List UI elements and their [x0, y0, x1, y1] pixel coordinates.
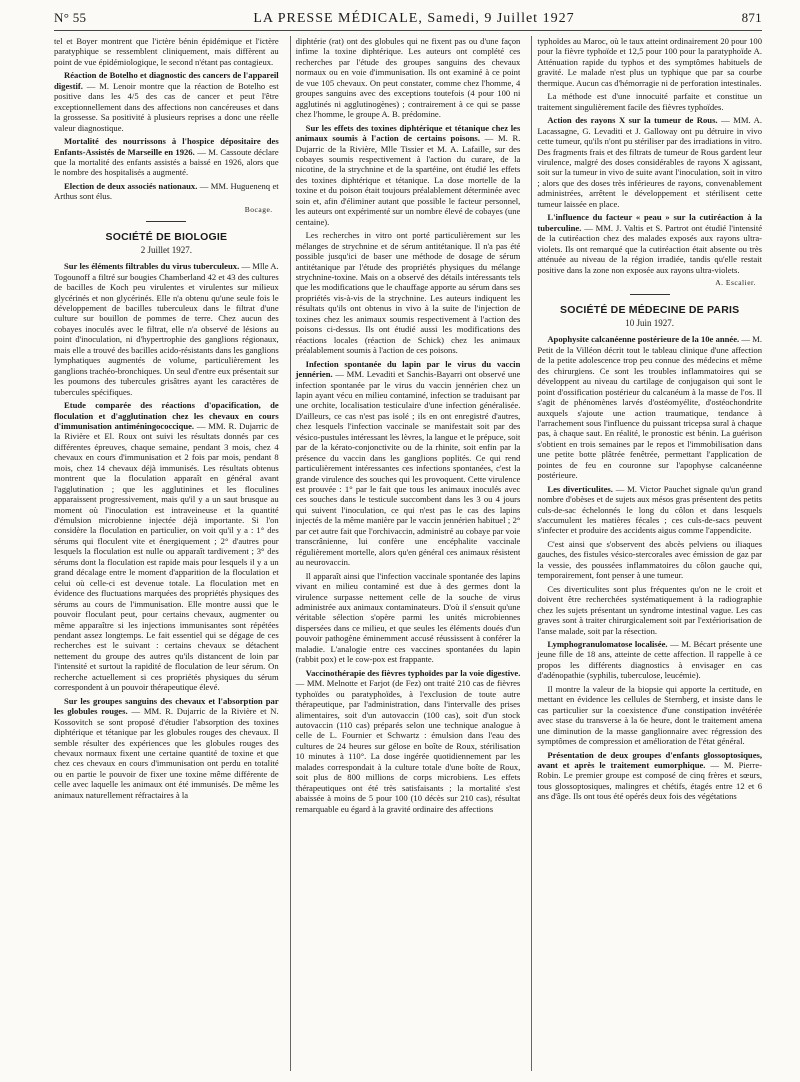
signature: A. Escalier. — [715, 277, 757, 287]
paragraph-body: — M. Victor Pauchet signale qu'un grand nombre d'obèses et de sujets aux mésos gras présentent des petits culs-de-sac échelonnés le long du côlon et dans lesquels s'accumulent les matières fécales ; ces culs-de-sacs peuvent s'infecter et produire des accidents aigus comme l'appendicite. — [537, 483, 763, 536]
paragraph-heading: Apophysite calcanéenne postérieure de la 10e année. — [547, 334, 740, 345]
paragraph-heading: Etude comparée des réactions d'opacification, de floculation et d'agglutination chez les chevaux en cours d'immunisation antiméningococcique. — [54, 400, 279, 431]
paragraph: Les recherches in vitro ont porté particulièrement sur les mélanges de strychnine et de sérum antitétanique. Il n'a pas été possible jusqu'ici de baser une méthode de dosage de sérum antitétanique par l'étude des propriétés physiques du mélange strychnine-toxine. Mais on a observé des détails intéressants tels que les modifications que le chauffage apporte au sérum dans ses propriétés vis-à-vis de la strychnine. Les auteurs indiquent les résultats qu'ils ont obtenus in vivo à la suite de l'injection de toxines chez les animaux soumis respectivement à l'action des poisons ci-dessus. Ils ont étudié aussi les modifications des réactions locales (réaction de Schick) chez les animaux préalablement soumis à l'action de ces poisons. — [295, 230, 521, 356]
divider — [146, 221, 186, 222]
paragraph — [296, 668, 521, 814]
paragraph-body: — M. Petit de la Villéon décrit tout le tableau clinique d'une affection de la petite adolescence trop peu connue des médecins et même des chirurgiens. Ce sont les troubles inflammatoires qui se développent au niveau du cartilage de conjugaison qui sont le point d'ossification postérieur du calcanéum à la masse de l'os. Il s'agit de phénomènes larvés d'ostéomyélite, d'ostéochondrite auxquels s'ajoute une action traumatique, tendance à l'arrachement sous l'influence du puissant tricepsa sural à chaque pas, à chaque saut. En réalité, le pronostic est bénin. La guérison s'obtient en trois semaines par le repos et l'immobilisation dans une petite botte plâtrée fenêtrée, permettant l'application de pointes de feu en couronne sur l'apophyse calcanéenne postérieure. — [537, 334, 763, 481]
paragraph-heading: Sur les éléments filtrables du virus tuberculeux. — [64, 261, 240, 272]
columns — [54, 36, 762, 1071]
paragraph — [54, 696, 279, 801]
paragraph-heading: Infection spontanée du lapin par le virus du vaccin jennérien. — [295, 358, 521, 380]
paragraph-body: — MM. Huguenenq et Arthus sont élus. — [54, 180, 279, 202]
page-header — [54, 10, 762, 31]
paragraph-body: — Mlle A. Togounoff a filtré sur bougies Chamberland 42 et 43 des cultures de bacilles de Koch peu virulentes et virulentes sur milieux glycérinés et non glycérinés. Elle n'a obtenu qu'une seule fois le développement de bacilles tuberculeux dans le filtrat d'une culture sur bouillon de pommes de terre. Chez aucun des cobayes inoculés avec le filtrat, elle n'a observé de lésions au point d'inoculation, ni d'hypertrophie des ganglions régionaux, mais elle a trouvé des bacilles acido-résistants dans les ganglions lymphatiques augmentés de volume, particulièrement les ganglions trachéo-bronchiques. Un seul d'entre eux présentait sur les poumons des tubercules grisâtres ayant les caractères de tubercules spécifiques. — [54, 261, 279, 397]
paragraph — [296, 123, 521, 228]
paragraph-body: — MM. Melnotte et Farjot (de Fez) ont traité 210 cas de fièvres typhoïdes ou paratyphoïdes, à l'exclusion de toute autre thérapeutique, par l'administration, dans l'intervalle des prises alimentaires, soit d'un autovaccin (100 cas), soit d'un stock autovaccin (110 cas) préparés selon une technique analogue à celle de L. Fournier et Schwartz : émulsion dans l'eau des cultures de 24 heures sur gélose en boîte de Roux, stérilisation 10 minutes à 110°. La dose ingérée quotidiennement par les malades correspondait à la culture totale d'une boîte de Roux, soit plus de 800 millions de corps microbiens. Les effets thérapeutiques ont été très satisfaisants ; la mortalité s'est abaissée à moins de 5 pour 100 (10 décès sur 210 cas), résultat remarquable eu égard à la gravité ordinaire des affections — [295, 678, 521, 814]
paragraph-heading: Réaction de Botelho et diagnostic des cancers de l'appareil digestif. — [54, 70, 279, 91]
paragraph — [54, 400, 279, 693]
paragraph-body: — MM. R. Dujarric de la Rivière et El. Roux ont suivi les résultats donnés par ces différentes épreuves, chaque semaine, pendant 3 mois, chez 4 chevaux en cours d'immunisation et 2 fois par mois, pendant 8 mois, chez 14 chevaux déjà immunisés. Les résultats obtenus montrent que la floculation apparaît en général avant l'agglutination ; que les agglutinines et les floculines apparaissent progressivement, mais qu'il y a un saut brusque au moment où l'inoculation est intraveineuse et la quantité d'émulsion microbienne injectée déjà importante. Si l'on considère la floculation en particulier, on voit qu'il y a : 1° des sérums qui floculent vite et énergiquement ; 2° d'autres pour lesquels la floculation est nulle ou apparaît tardivement ; 3° des sérums dont la floculation est rapide mais pour lesquels il y a un grand décalage entre le moment d'apparition de la floculation et celui où celle-ci est devenue totale. La floculation met en évidence des fluctuations marquées des propriétés physiques des sérums au cours de l'immunisation. Elle montre aussi que le pouvoir floculant peut, pour certains chevaux, augmenter ou même apparaître si les injections immunisantes sont répétées pendant assez longtemps. Le fait essentiel qui se dégage de ces recherches est le suivant : certains chevaux se détachent nettement du groupe des autres qu'ils distancent de loin par l'intensité et surtout la rapidité de floculation de leur sérum. On recherche actuellement si ces propriétés physiques du sérum correspondent à un pouvoir thérapeutique élevé. — [54, 420, 279, 693]
divider — [630, 294, 670, 295]
paragraph-body: — M. Cassoute déclare que la mortalité des enfants assistés a baissé en 1926, alors que le nombre des hospitalisés a augmenté. — [54, 146, 279, 178]
section-heading: SOCIÉTÉ DE BIOLOGIE — [105, 231, 228, 244]
paragraph-heading: Election de deux associés nationaux. — [64, 180, 198, 191]
section-date: 10 Juin 1927. — [625, 317, 675, 328]
paragraph-body: — M. R. Dujarric de la Rivière, Mlle Tissier et M. A. Lafaille, sur des cobayes soumis respectivement à l'action du curare, de la nicotine, de la strychnine et de la spartéine, ont étudié les effets des toxines diphtérique et tétanique. La dose mortelle de la toxine et du poison était toujours préalablement déterminée avec soin et, afin d'éliminer autant que possible le facteur personnel, les auteurs ont expérimenté sur un nombre élevé de cobayes (une centaine). — [295, 133, 521, 227]
paragraph-heading: Présentation de deux groupes d'enfants glossoptosiques, avant et après le traitement eumorphique. — [537, 749, 763, 770]
paragraph: C'est ainsi que s'observent des abcès pelviens ou iliaques gauches, des fistules vésico-stercorales avec émission de gaz par la vessie, des poussées inflammatoires du côlon gauche qui, temporairement, font penser à une tumeur. — [537, 538, 763, 581]
paragraph-body: — MM. A. Lacassagne, G. Levaditi et J. Galloway ont pu détruire in vivo cette tumeur, qu'ils n'ont pu stériliser par des irradiations in vitro. Des fragments frais et des filtrats de tumeur de Rous gardent leur virulence, malgré des doses considérables de rayons X agissant, soit sur la tumeur in vivo de suite avant l'inoculation, soit in vitro ; alors que des doses très inférieures de rayons, convenablement administrées, arrêtent le développement et stérilisent cette tumeur laissée en place. — [537, 115, 763, 209]
paragraph-heading: Vaccinothérapie des fièvres typhoïdes par la voie digestive. — [305, 667, 521, 678]
issue-number: N° 55 — [54, 10, 87, 25]
paragraph — [537, 639, 762, 681]
paragraph — [54, 70, 279, 133]
section-heading: SOCIÉTÉ DE MÉDECINE DE PARIS — [560, 304, 740, 317]
paragraph-heading: Sur les effets des toxines diphtérique et tétanique chez les animaux soumis à l'action de certains poisons. — [295, 122, 521, 144]
paragraph — [537, 115, 762, 209]
journal-title: LA PRESSE MÉDICALE, Samedi, 9 Juillet 1927 — [253, 11, 575, 26]
paragraph — [537, 750, 762, 802]
paragraph — [537, 212, 762, 275]
paragraph — [54, 261, 279, 397]
page-number: 871 — [741, 10, 762, 25]
paragraph-body: — M. Bécart présente une jeune fille de 18 ans, atteinte de cette affection. Il rappelle à ce propos les différents diagnostics à envisager en cas d'adénopathie (syphilis, tuberculose, leucémie). — [537, 639, 763, 681]
column-2 — [290, 36, 521, 1071]
paragraph-heading: Les diverticulites. — [547, 483, 613, 494]
paragraph: Il montre la valeur de la biopsie qui apporte la certitude, en mettant en évidence les cellules de Sternberg, et insiste dans le cas particulier sur la coexistence d'une constipation invétérée avec stase du transverse à la 6e heure, dont le traitement amena une diminution de la masse ganglionnaire avec régression des symptômes de compression et amélioration de l'état général. — [537, 683, 763, 747]
column-3 — [531, 36, 762, 1071]
paragraph — [537, 484, 762, 536]
paragraph: tel et Boyer montrent que l'ictère bénin épidémique et l'ictère paratyphique se ressemblent cliniquement, mais diffèrent au point de vue épidémiologique, le second n'étant pas contagieux. — [54, 36, 279, 67]
signature: Bocage. — [244, 204, 273, 214]
paragraph-body: — MM. Levaditi et Sanchis-Bayarri ont observé une infection spontanée par le virus du vaccin jennérien chez un lapin ayant vécu en milieu contaminé, infection se traduisant par une orchite, localisation testiculaire d'une infection généralisée. D'ailleurs, ce cas n'est pas isolé ; ils en ont enregistré d'autres, chez lesquels l'infection vaccinale se manifestait soit par des vésico-pustules intéressant les lèvres, la langue et le prépuce, soit par de la kérato-conjonctivite ou de la rhinite, soit enfin par la présence du vaccin dans les ganglions poplités. Ce qui rend particulièrement intéressantes ces infections spontanées, c'est la grande virulence des souches qui les provoquent. Cette virulence est prouvée : 1° par le fait que tous les animaux inoculés avec ces souches dans le testicule succombent dans les 3 ou 4 jours qui suivent l'inoculation, ce qui n'est pas le cas des lapins injectés de la même manière par le vaccin jennérien habituel ; 2° par cet autre fait que l'orchivaccin, administré au cobaye par voie transcrânienne, lui confère une encéphalite vaccinale régulièrement mortelle, alors qu'en général ces animaux résistent au neurovaccin. — [295, 369, 521, 568]
paragraph — [296, 359, 521, 568]
paragraph: La méthode est d'une innocuité parfaite et constitue un traitement singulièrement facile des fièvres typhoïdes. — [537, 91, 763, 112]
paragraph: Ces diverticulites sont plus fréquentes qu'on ne le croit et doivent être recherchées systématiquement à la radiographie chez les sujets présentant un syndrome intestinal vague. Les cas graves sont à traiter chirurgicalement soit par l'extériorisation de l'anse malade, soit par la résection. — [537, 583, 763, 636]
paragraph — [54, 181, 279, 202]
paragraph-body: — MM. J. Valtis et S. Partrot ont étudié l'intensité de la cutiréaction chez des malades exposés aux rayons ultra-violets. Ils ont remarqué que la cutiréaction était absente ou très atténuée au niveau de la région irradiée, tandis qu'elle restait positive dans la zone non exposée aux rayons ultra-violets. — [537, 222, 763, 275]
paragraph — [537, 334, 762, 480]
paragraph — [54, 136, 279, 178]
column-1 — [54, 36, 279, 1071]
paragraph-heading: Sur les groupes sanguins des chevaux et l'absorption par les globules rouges. — [54, 695, 279, 717]
paragraph-heading: Action des rayons X sur la tumeur de Rous. — [547, 115, 718, 126]
section-date: 2 Juillet 1927. — [140, 244, 192, 255]
paragraph: diphtérie (rat) ont des globules qui ne fixent pas ou d'une façon infime la toxine diphtérique. Les auteurs ont complété ces recherches par l'étude des groupes sanguins des chevaux normaux ou en voie d'immunisation. Ils ont examiné à ce point de vue 105 chevaux. On peut constater, comme chez l'homme, 4 groupes sanguins avec des exceptions toutefois (4 pour 100 ni agglutinés ni agglutinogènes) ; contrairement à ce qui se passe chez l'homme, le groupe A. B. prédomine. — [295, 36, 521, 120]
paragraph-body: — M. Lenoir montre que la réaction de Botelho est positive dans les 4/5 des cas de cancer et peut l'être exceptionnellement dans des affections non cancéreuses et dans la grossesse. Sa positivité à plusieurs reprises a donc une réelle valeur diagnostique. — [54, 80, 279, 133]
paragraph-heading: Mortalité des nourrissons à l'hospice dépositaire des Enfants-Assistés de Marseille en 1926. — [54, 136, 279, 157]
paragraph-heading: L'influence du facteur « peau » sur la cutiréaction à la tuberculine. — [537, 212, 763, 233]
paragraph-body: — M. Pierre-Robin. Le premier groupe est composé de cinq frères et sœurs, tous glossoptosiques, malingres et chétifs, étagés entre 12 et 6 ans d'âge. Ils ont tous été opérés deux fois des végétations — [537, 760, 763, 802]
paragraph-heading: Lymphogranulomatose localisée. — [547, 639, 668, 650]
paragraph-body: — MM. R. Dujarric de la Rivière et N. Kossovitch se sont proposé d'étudier l'absorption des toxines diphtérique et tétanique par les globules rouges des chevaux. Il semble résulter des expériences que les globules rouges des chevaux normaux fixent une certaine quantité de toxine et que chez ces chevaux en cours d'immunisation ont perdu en totalité ou en partie le pouvoir de fixer une toxine même différente de celle avec laquelle les animaux ont été immunisés. De même les animaux naturellement réfractaires à la — [54, 706, 279, 800]
paragraph: Il apparaît ainsi que l'infection vaccinale spontanée des lapins vivant en milieu contaminé est due à des germes dont la virulence surpasse nettement celle de la souche de virus administrée aux animaux contaminateurs. D'où il s'ensuit qu'une véritable sélection s'opère parmi les unités microbiennes dispersées dans ce milieu, et que seules les éléments doués d'un pouvoir pathogène éminemment accusé réussissent à conférer la maladie. L'analogie entre ces vaccines spontanées du lapin (rabbit pox) et le cow-pox est frappante. — [295, 570, 521, 665]
paragraph: typhoïdes au Maroc, où le taux atteint ordinairement 20 pour 100 pour la fièvre typhoïde et 12,5 pour 100 pour la paratyphoïde A. Atténuation rapide du typhos et des symptômes habituels de gravité. Le malade n'est plus un typhique que par sa courbe thermique. Aucun cas d'hémorragie ni de perforation intestinales. — [537, 36, 763, 88]
